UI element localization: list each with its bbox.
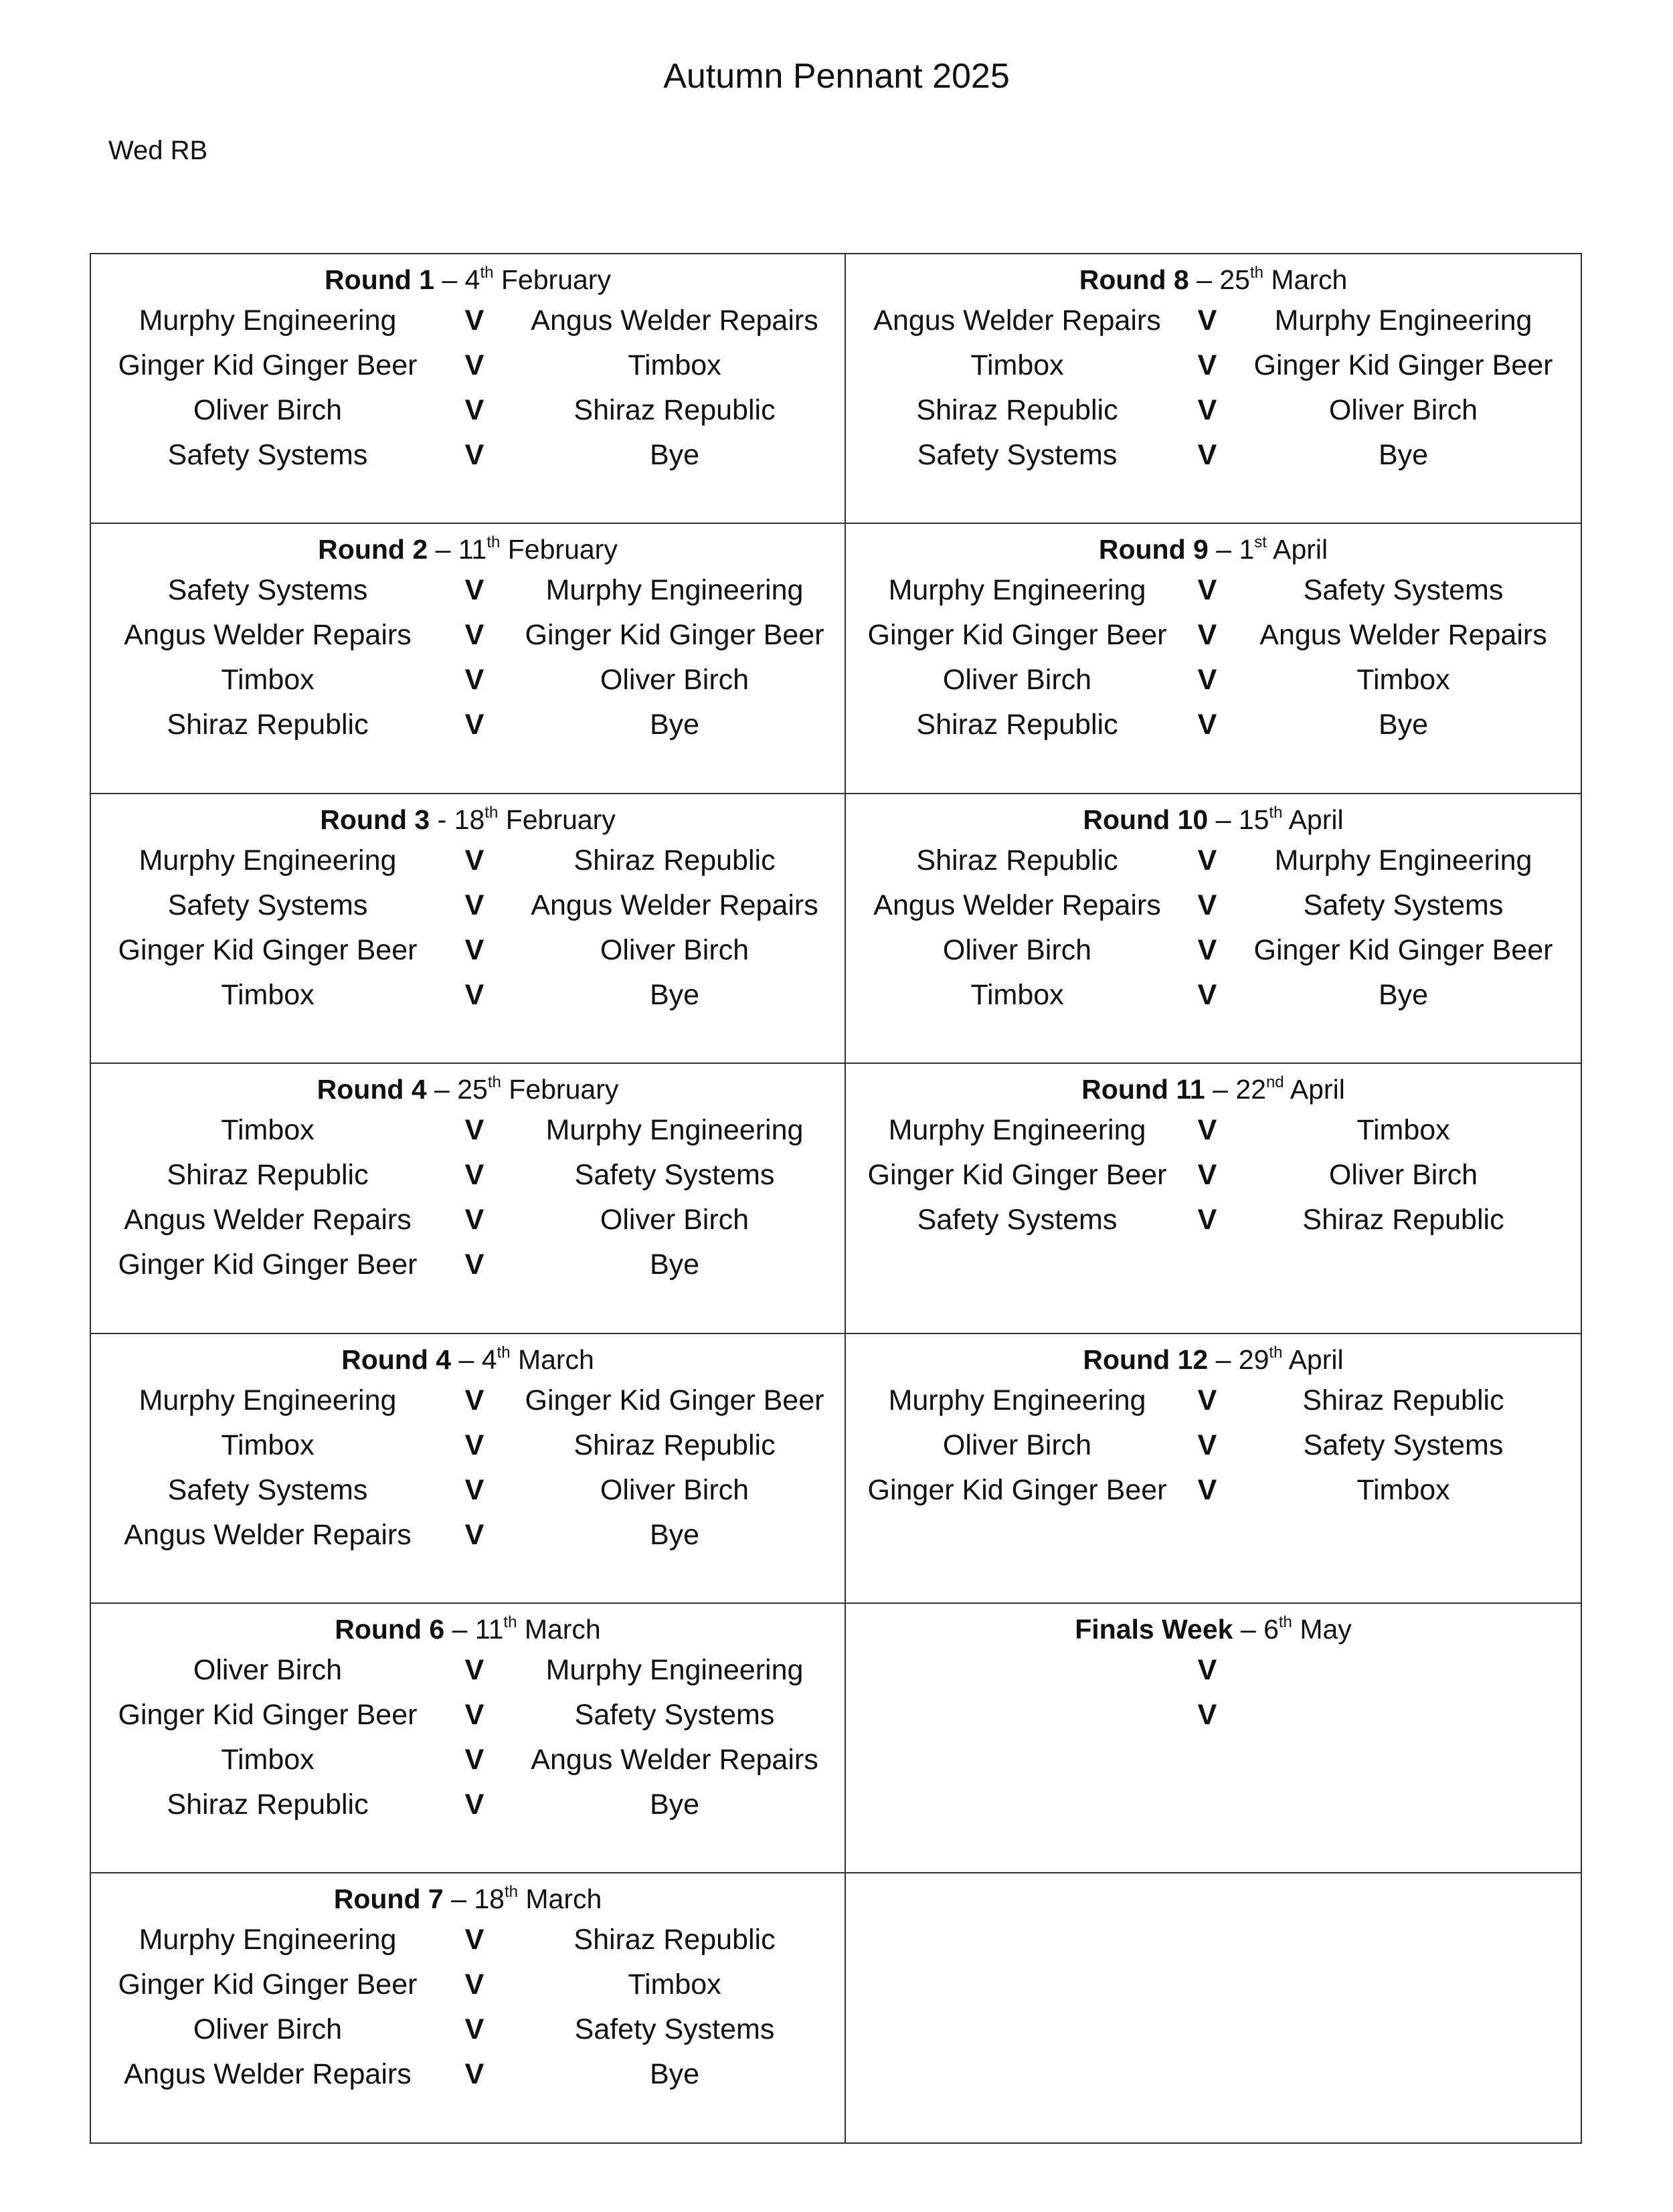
- away-team: Shiraz Republic: [1302, 1204, 1504, 1236]
- match-row: [91, 658, 845, 703]
- home-team: Angus Welder Repairs: [124, 619, 412, 652]
- match-row: [91, 388, 845, 433]
- home-team: Angus Welder Repairs: [124, 1518, 412, 1551]
- round-day: 15: [1238, 804, 1269, 835]
- fixture-table: [90, 253, 1582, 2144]
- versus-label: V: [464, 1924, 485, 1956]
- match-row: [91, 1242, 845, 1287]
- versus-label: V: [1197, 1428, 1217, 1461]
- round-separator: –: [1216, 534, 1232, 565]
- home-team: Safety Systems: [167, 574, 368, 607]
- away-team: Bye: [1378, 978, 1429, 1011]
- round-label: Round 12: [1083, 1344, 1209, 1375]
- round-day-suffix: st: [1254, 533, 1267, 552]
- home-team: Safety Systems: [167, 1473, 368, 1506]
- round-month: April: [1290, 1074, 1345, 1105]
- home-team: Murphy Engineering: [139, 304, 397, 337]
- home-team: Timbox: [970, 349, 1064, 381]
- round-heading: [846, 1341, 1581, 1378]
- round-day-suffix: th: [485, 803, 499, 822]
- round-separator: –: [1197, 264, 1212, 295]
- home-team: Safety Systems: [917, 439, 1118, 471]
- round-day-suffix: th: [503, 1612, 517, 1631]
- match-row: [846, 1153, 1581, 1198]
- round-label: Round 4: [317, 1074, 427, 1105]
- match-row: [91, 2052, 845, 2097]
- away-team: Oliver Birch: [600, 933, 750, 966]
- home-team: Ginger Kid Ginger Beer: [867, 619, 1167, 652]
- round-heading: [846, 801, 1581, 838]
- round-day-suffix: th: [497, 1343, 511, 1362]
- versus-label: V: [464, 889, 485, 921]
- round-separator: –: [442, 264, 458, 295]
- round-month: April: [1288, 1344, 1344, 1375]
- away-team: Safety Systems: [1303, 1428, 1504, 1461]
- versus-label: V: [464, 349, 485, 381]
- match-row: [91, 1693, 845, 1738]
- versus-label: V: [1197, 439, 1217, 471]
- away-team: Oliver Birch: [600, 1204, 750, 1236]
- home-team: Oliver Birch: [193, 394, 343, 426]
- match-row: [91, 883, 845, 928]
- versus-label: V: [1197, 574, 1217, 607]
- match-row: [91, 2007, 845, 2052]
- away-team: Murphy Engineering: [545, 1653, 804, 1686]
- home-team: Ginger Kid Ginger Beer: [118, 1968, 418, 2001]
- round-day-suffix: th: [480, 264, 494, 282]
- versus-label: V: [464, 1384, 485, 1416]
- match-row: [91, 568, 845, 613]
- round-heading: [846, 531, 1581, 568]
- round-month: March: [525, 1883, 602, 1915]
- versus-label: V: [464, 1204, 485, 1236]
- round-cell: [91, 1873, 846, 2143]
- versus-label: V: [1197, 304, 1217, 337]
- round-month: February: [505, 804, 616, 835]
- versus-label: V: [1197, 1473, 1217, 1506]
- away-team: Murphy Engineering: [545, 1114, 804, 1147]
- round-day-suffix: th: [487, 533, 501, 552]
- round-separator: –: [435, 534, 451, 565]
- match-row: [846, 1648, 1581, 1693]
- away-team: Shiraz Republic: [1302, 1384, 1504, 1416]
- home-team: Shiraz Republic: [167, 709, 369, 741]
- versus-label: V: [1197, 1384, 1217, 1416]
- round-heading: [91, 1071, 845, 1108]
- versus-label: V: [464, 1249, 485, 1281]
- round-month: May: [1300, 1613, 1352, 1645]
- away-team: Angus Welder Repairs: [531, 1743, 818, 1776]
- home-team: Murphy Engineering: [139, 844, 397, 877]
- round-label: Round 1: [325, 264, 435, 295]
- match-row: [91, 1513, 845, 1558]
- round-separator: –: [1215, 1344, 1231, 1375]
- round-separator: –: [451, 1883, 466, 1915]
- match-row: [846, 1423, 1581, 1468]
- home-team: Shiraz Republic: [916, 709, 1118, 741]
- match-row: [846, 298, 1581, 343]
- home-team: Shiraz Republic: [916, 394, 1118, 426]
- round-cell: [91, 524, 846, 794]
- home-team: Murphy Engineering: [139, 1384, 397, 1416]
- round-label: Round 11: [1081, 1074, 1205, 1105]
- round-day: 4: [464, 264, 480, 295]
- versus-label: V: [464, 1518, 485, 1551]
- match-row: [846, 1108, 1581, 1153]
- round-heading: [91, 1610, 845, 1648]
- home-team: Safety Systems: [167, 439, 368, 471]
- round-month: February: [509, 1074, 619, 1105]
- round-day-suffix: th: [487, 1073, 501, 1092]
- round-day: 18: [474, 1883, 505, 1915]
- away-team: Bye: [1378, 439, 1429, 471]
- home-team: Angus Welder Repairs: [124, 1204, 412, 1236]
- match-row: [846, 658, 1581, 703]
- round-heading: [846, 1610, 1581, 1648]
- round-day: 11: [458, 534, 487, 565]
- away-team: Bye: [649, 978, 700, 1011]
- versus-label: V: [464, 1743, 485, 1776]
- match-row: [91, 1108, 845, 1153]
- away-team: Murphy Engineering: [1274, 844, 1532, 877]
- home-team: Ginger Kid Ginger Beer: [867, 1159, 1167, 1192]
- round-cell: [91, 794, 846, 1064]
- versus-label: V: [464, 1159, 485, 1192]
- round-heading: [91, 531, 845, 568]
- versus-label: V: [1197, 889, 1217, 921]
- match-row: [846, 613, 1581, 658]
- match-row: [91, 1962, 845, 2007]
- round-day-suffix: th: [1249, 264, 1263, 282]
- round-day: 25: [1219, 264, 1250, 295]
- home-team: Oliver Birch: [193, 1653, 343, 1686]
- versus-label: V: [464, 1968, 485, 2001]
- away-team: Safety Systems: [1303, 574, 1504, 607]
- round-day: 6: [1263, 1613, 1279, 1645]
- empty-cell: [846, 1873, 1582, 2143]
- versus-label: V: [464, 1473, 485, 1506]
- versus-label: V: [1197, 1204, 1217, 1236]
- away-team: Ginger Kid Ginger Beer: [1253, 349, 1553, 381]
- match-row: [91, 1378, 845, 1423]
- match-row: [846, 1378, 1581, 1423]
- round-label: Round 2: [318, 534, 428, 565]
- round-cell: [846, 254, 1582, 524]
- versus-label: V: [1197, 664, 1217, 697]
- away-team: Oliver Birch: [1328, 1159, 1478, 1192]
- round-label: Round 7: [333, 1883, 444, 1915]
- round-day-suffix: th: [504, 1883, 518, 1902]
- versus-label: V: [1197, 349, 1217, 381]
- round-heading: [846, 261, 1581, 298]
- away-team: Oliver Birch: [600, 664, 750, 697]
- round-separator: -: [437, 804, 447, 835]
- home-team: Safety Systems: [167, 889, 368, 921]
- away-team: Safety Systems: [1303, 889, 1504, 921]
- away-team: Safety Systems: [574, 2013, 775, 2046]
- round-label: Round 6: [335, 1613, 445, 1645]
- round-month: February: [507, 534, 618, 565]
- home-team: Angus Welder Repairs: [124, 2058, 412, 2091]
- away-team: Bye: [649, 1788, 700, 1821]
- round-label: Round 10: [1083, 804, 1209, 835]
- round-heading: [846, 1071, 1581, 1108]
- match-row: [846, 1468, 1581, 1513]
- home-team: Murphy Engineering: [888, 1114, 1146, 1147]
- match-row: [846, 973, 1581, 1018]
- match-row: [91, 1153, 845, 1198]
- away-team: Shiraz Republic: [574, 394, 776, 426]
- versus-label: V: [1197, 844, 1217, 877]
- away-team: Murphy Engineering: [545, 574, 804, 607]
- home-team: Timbox: [970, 978, 1064, 1011]
- match-row: [91, 1918, 845, 1962]
- round-day-suffix: nd: [1265, 1073, 1284, 1092]
- home-team: Ginger Kid Ginger Beer: [867, 1473, 1167, 1506]
- round-month: February: [501, 264, 611, 295]
- versus-label: V: [464, 1653, 485, 1686]
- round-separator: –: [434, 1074, 450, 1105]
- home-team: Oliver Birch: [942, 933, 1092, 966]
- away-team: Bye: [649, 2058, 700, 2091]
- match-row: [91, 1782, 845, 1827]
- round-month: March: [1271, 264, 1348, 295]
- round-label: Round 9: [1098, 534, 1209, 565]
- match-row: [846, 838, 1581, 883]
- home-team: Timbox: [221, 664, 315, 697]
- match-row: [91, 838, 845, 883]
- round-month: March: [517, 1344, 594, 1375]
- home-team: Timbox: [221, 978, 315, 1011]
- round-month: March: [524, 1613, 601, 1645]
- match-row: [846, 928, 1581, 973]
- versus-label: V: [464, 664, 485, 697]
- round-separator: –: [452, 1613, 468, 1645]
- match-row: [91, 928, 845, 973]
- versus-label: V: [464, 844, 485, 877]
- round-cell: [846, 1604, 1582, 1873]
- away-team: Angus Welder Repairs: [531, 889, 818, 921]
- away-team: Bye: [649, 439, 700, 471]
- match-row: [91, 343, 845, 388]
- home-team: Murphy Engineering: [888, 1384, 1146, 1416]
- match-row: [846, 883, 1581, 928]
- round-separator: –: [1215, 804, 1231, 835]
- home-team: Ginger Kid Ginger Beer: [118, 1249, 418, 1281]
- match-row: [846, 568, 1581, 613]
- versus-label: V: [464, 2058, 485, 2091]
- round-month: April: [1288, 804, 1344, 835]
- away-team: Safety Systems: [574, 1698, 775, 1731]
- match-row: [91, 703, 845, 747]
- match-row: [91, 613, 845, 658]
- home-team: Murphy Engineering: [139, 1924, 397, 1956]
- match-row: [91, 1738, 845, 1782]
- versus-label: V: [464, 933, 485, 966]
- round-label: Round 3: [320, 804, 430, 835]
- versus-label: V: [464, 574, 485, 607]
- round-day-suffix: th: [1278, 1612, 1292, 1631]
- round-day: 1: [1239, 534, 1255, 565]
- round-cell: [846, 794, 1582, 1064]
- versus-label: V: [1197, 1159, 1217, 1192]
- versus-label: V: [1197, 1114, 1217, 1147]
- home-team: Safety Systems: [917, 1204, 1118, 1236]
- match-row: [846, 388, 1581, 433]
- versus-label: V: [464, 1114, 485, 1147]
- away-team: Angus Welder Repairs: [531, 304, 818, 337]
- round-cell: [91, 1064, 846, 1333]
- versus-label: V: [464, 1788, 485, 1821]
- away-team: Ginger Kid Ginger Beer: [1253, 933, 1553, 966]
- round-cell: [846, 524, 1582, 794]
- versus-label: V: [1197, 619, 1217, 652]
- round-label: Finals Week: [1075, 1613, 1233, 1645]
- home-team: Ginger Kid Ginger Beer: [118, 933, 418, 966]
- away-team: Bye: [649, 709, 700, 741]
- home-team: Angus Welder Repairs: [873, 889, 1161, 921]
- round-separator: –: [1213, 1074, 1228, 1105]
- home-team: Shiraz Republic: [167, 1788, 369, 1821]
- round-heading: [91, 261, 845, 298]
- away-team: Safety Systems: [574, 1159, 775, 1192]
- match-row: [91, 1423, 845, 1468]
- home-team: Oliver Birch: [942, 1428, 1092, 1461]
- match-row: [91, 1198, 845, 1242]
- away-team: Bye: [649, 1249, 700, 1281]
- round-month: April: [1273, 534, 1328, 565]
- versus-label: V: [464, 1428, 485, 1461]
- away-team: Bye: [649, 1518, 700, 1551]
- round-label: Round 4: [341, 1344, 452, 1375]
- round-separator: –: [458, 1344, 474, 1375]
- away-team: Ginger Kid Ginger Beer: [525, 619, 824, 652]
- versus-label: V: [464, 709, 485, 741]
- round-heading: [91, 1880, 845, 1918]
- match-row: [846, 343, 1581, 388]
- match-row: [91, 1648, 845, 1693]
- home-team: Angus Welder Repairs: [873, 304, 1161, 337]
- home-team: Timbox: [221, 1428, 315, 1461]
- round-day: 29: [1238, 1344, 1269, 1375]
- home-team: Timbox: [221, 1114, 315, 1147]
- match-row: [91, 433, 845, 478]
- home-team: Timbox: [221, 1743, 315, 1776]
- versus-label: V: [464, 394, 485, 426]
- match-row: [91, 298, 845, 343]
- round-day: 18: [454, 804, 485, 835]
- away-team: Oliver Birch: [600, 1473, 750, 1506]
- versus-label: V: [464, 304, 485, 337]
- versus-label: V: [464, 978, 485, 1011]
- match-row: [91, 1468, 845, 1513]
- match-row: [91, 973, 845, 1018]
- away-team: Timbox: [628, 1968, 721, 2001]
- away-team: Shiraz Republic: [574, 1924, 776, 1956]
- round-day-suffix: th: [1269, 1343, 1283, 1362]
- home-team: Murphy Engineering: [888, 574, 1146, 607]
- match-row: [846, 1693, 1581, 1738]
- round-separator: –: [1240, 1613, 1256, 1645]
- away-team: Shiraz Republic: [574, 844, 776, 877]
- away-team: Timbox: [1356, 1473, 1450, 1506]
- away-team: Timbox: [628, 349, 721, 381]
- round-day-suffix: th: [1269, 803, 1283, 822]
- home-team: Oliver Birch: [193, 2013, 343, 2046]
- document-title: Autumn Pennant 2025: [663, 57, 1010, 96]
- round-day: 4: [481, 1344, 497, 1375]
- round-cell: [846, 1064, 1582, 1333]
- round-cell: [91, 1604, 846, 1873]
- home-team: Shiraz Republic: [167, 1159, 369, 1192]
- round-cell: [846, 1334, 1582, 1604]
- away-team: Timbox: [1356, 664, 1450, 697]
- home-team: Ginger Kid Ginger Beer: [118, 1698, 418, 1731]
- away-team: Angus Welder Repairs: [1259, 619, 1547, 652]
- versus-label: V: [1197, 933, 1217, 966]
- round-day: 25: [457, 1074, 488, 1105]
- versus-label: V: [464, 2013, 485, 2046]
- round-label: Round 8: [1079, 264, 1189, 295]
- versus-label: V: [1197, 709, 1217, 741]
- versus-label: V: [1197, 978, 1217, 1011]
- document-subtitle: Wed RB: [108, 136, 208, 165]
- round-cell: [91, 254, 846, 524]
- round-heading: [91, 801, 845, 838]
- versus-label: V: [1197, 1653, 1217, 1686]
- match-row: [846, 1198, 1581, 1242]
- versus-label: V: [464, 619, 485, 652]
- home-team: Shiraz Republic: [916, 844, 1118, 877]
- away-team: Bye: [1378, 709, 1429, 741]
- versus-label: V: [1197, 394, 1217, 426]
- round-cell: [91, 1334, 846, 1604]
- match-row: [846, 433, 1581, 478]
- away-team: Shiraz Republic: [574, 1428, 776, 1461]
- away-team: Oliver Birch: [1328, 394, 1478, 426]
- round-day: 11: [474, 1613, 504, 1645]
- match-row: [846, 703, 1581, 747]
- away-team: Ginger Kid Ginger Beer: [525, 1384, 824, 1416]
- round-heading: [91, 1341, 845, 1378]
- home-team: Ginger Kid Ginger Beer: [118, 349, 418, 381]
- home-team: Oliver Birch: [942, 664, 1092, 697]
- round-day: 22: [1235, 1074, 1266, 1105]
- versus-label: V: [464, 439, 485, 471]
- versus-label: V: [1197, 1698, 1217, 1731]
- away-team: Murphy Engineering: [1274, 304, 1532, 337]
- versus-label: V: [464, 1698, 485, 1731]
- away-team: Timbox: [1356, 1114, 1450, 1147]
